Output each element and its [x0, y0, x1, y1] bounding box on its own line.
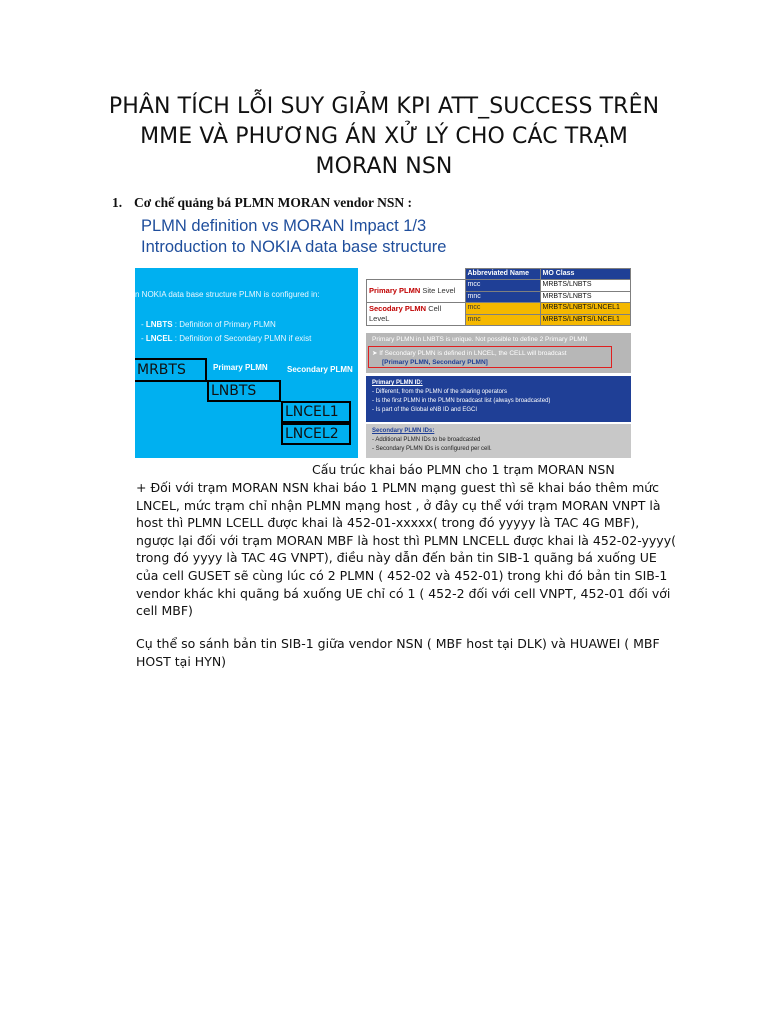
secondary-id-title: Secondary PLMN IDs: — [372, 428, 435, 434]
slide-title — [141, 216, 446, 258]
lnbts-key: LNBTS — [145, 320, 173, 329]
bullet-dash: - — [141, 320, 146, 329]
note-broadcast-list: [Primary PLMN, Secondary PLMN] — [382, 359, 488, 366]
cell-class: MRBTS/LNBTS/LNCEL1 — [540, 314, 630, 326]
primary-id-title: Primary PLMN ID: — [372, 380, 423, 386]
box-lncel1: LNCEL1 — [281, 401, 351, 423]
cell-abbr: mnc — [465, 291, 540, 303]
col-primary-plmn: Primary PLMN — [213, 363, 268, 372]
body-paragraph — [136, 479, 696, 620]
section-heading — [112, 195, 412, 211]
row-label-primary — [367, 280, 466, 303]
paragraph-line: LNCEL, mức trạm chỉ nhận PLMN mạng host , ở đây cụ thể với trạm MORAN VNPT là — [136, 497, 661, 513]
paragraph-line: của cell GUSET sẽ cùng lúc có 2 PLMN ( 452-02 và 452-01) trong khi đó bản tin SIB-1 — [136, 567, 668, 583]
paragraph-line: HOST tại HYN) — [136, 653, 227, 669]
primary-id-line: - Different, from the PLMN of the sharing operators — [372, 389, 507, 395]
title-line: MORAN NSN — [315, 154, 453, 179]
secondary-plmn-id-box — [366, 424, 631, 458]
section-text: Cơ chế quảng bá PLMN MORAN vendor NSN : — [134, 195, 412, 210]
paragraph-line: trong đó yyyy là TAC 4G VNPT), điều này dẫn đến bản tin SIB-1 quãng bá xuống UE — [136, 550, 657, 566]
figure-caption: Cấu trúc khai báo PLMN cho 1 trạm MORAN NSN — [312, 462, 615, 477]
box-mrbts: MRBTS — [135, 358, 207, 382]
lncel-desc: : Definition of Secondary PLMN if exist — [174, 334, 312, 343]
secondary-id-line: - Secondary PLMN IDs is configured per cell. — [372, 446, 492, 452]
paragraph-line: cell MBF) — [136, 603, 193, 619]
body-paragraph — [136, 635, 696, 670]
table-row — [367, 280, 631, 292]
title-line: PHÂN TÍCH LỖI SUY GIẢM KPI ATT_SUCCESS TRÊN — [108, 94, 660, 119]
plmn-note-box — [366, 333, 631, 373]
plmn-mo-class-table — [366, 268, 631, 326]
header-mo-class: MO Class — [540, 269, 630, 280]
structure-intro: n NOKIA data base structure PLMN is configured in: — [135, 290, 320, 299]
col-secondary-plmn: Secondary PLMN — [287, 365, 353, 374]
page-title — [80, 92, 688, 182]
primary-id-line: - Is part of the Global eNB ID and EGCI — [372, 407, 478, 413]
primary-plmn-id-box — [366, 376, 631, 422]
cell-abbr: mcc — [465, 303, 540, 315]
label-cell-level: Cell LeveL — [369, 304, 442, 323]
cell-abbr: mnc — [465, 314, 540, 326]
row-label-secondary — [367, 303, 466, 326]
slide-title-line: PLMN definition vs MORAN Impact 1/3 — [141, 217, 427, 235]
note-unique-primary: Primary PLMN in LNBTS is unique. Not possible to define 2 Primary PLMN — [372, 336, 588, 343]
paragraph-line: vendor khác khi quãng bá xuống UE chỉ có 1 ( 452-2 đối với cell VNPT, 452-01 đối với — [136, 585, 671, 601]
title-line: MME VÀ PHƯƠNG ÁN XỬ LÝ CHO CÁC TRẠM — [140, 124, 628, 149]
table-header-row — [367, 269, 631, 280]
slide-structure-panel — [135, 268, 358, 458]
paragraph-line: + Đối với trạm MORAN NSN khai báo 1 PLMN mạng guest thì sẽ khai báo thêm mức — [136, 480, 660, 495]
lnbts-definition — [141, 320, 276, 329]
secondary-id-line: - Additional PLMN IDs to be broadcasted — [372, 437, 481, 443]
cell-abbr: mcc — [465, 280, 540, 292]
primary-id-line: - Is the first PLMN in the PLMN broadcast list (always broadcasted) — [372, 398, 551, 404]
table-corner — [367, 269, 466, 280]
cell-class: MRBTS/LNBTS/LNCEL1 — [540, 303, 630, 315]
box-lnbts: LNBTS — [207, 380, 281, 402]
lncel-definition — [141, 334, 311, 343]
bullet-dash: - — [141, 334, 146, 343]
section-number: 1. — [112, 195, 123, 210]
lncel-key: LNCEL — [145, 334, 173, 343]
lnbts-desc: : Definition of Primary PLMN — [174, 320, 276, 329]
label-primary: Primary PLMN — [369, 286, 421, 295]
box-lncel2: LNCEL2 — [281, 423, 351, 445]
paragraph-line: Cụ thể so sánh bản tin SIB-1 giữa vendor NSN ( MBF host tại DLK) và HUAWEI ( MBF — [136, 636, 660, 651]
label-secondary: Secodary PLMN — [369, 304, 427, 313]
note-broadcast: ➤ If Secondary PLMN is defined in LNCEL, the CELL will broadcast — [372, 350, 567, 357]
slide-subtitle-line: Introduction to NOKIA data base structure — [141, 238, 447, 256]
paragraph-line: host thì PLMN LCELL được khai là 452-01-xxxxx( trong đó yyyyy là TAC 4G MBF), — [136, 515, 640, 531]
header-abbreviated-name: Abbreviated Name — [465, 269, 540, 280]
cell-class: MRBTS/LNBTS — [540, 291, 630, 303]
label-site-level: Site Level — [422, 286, 456, 295]
table-row — [367, 303, 631, 315]
paragraph-line: ngược lại đối với trạm MORAN MBF là host thì PLMN LNCELL được khai là 452-02-yyyy( — [136, 532, 676, 548]
cell-class: MRBTS/LNBTS — [540, 280, 630, 292]
